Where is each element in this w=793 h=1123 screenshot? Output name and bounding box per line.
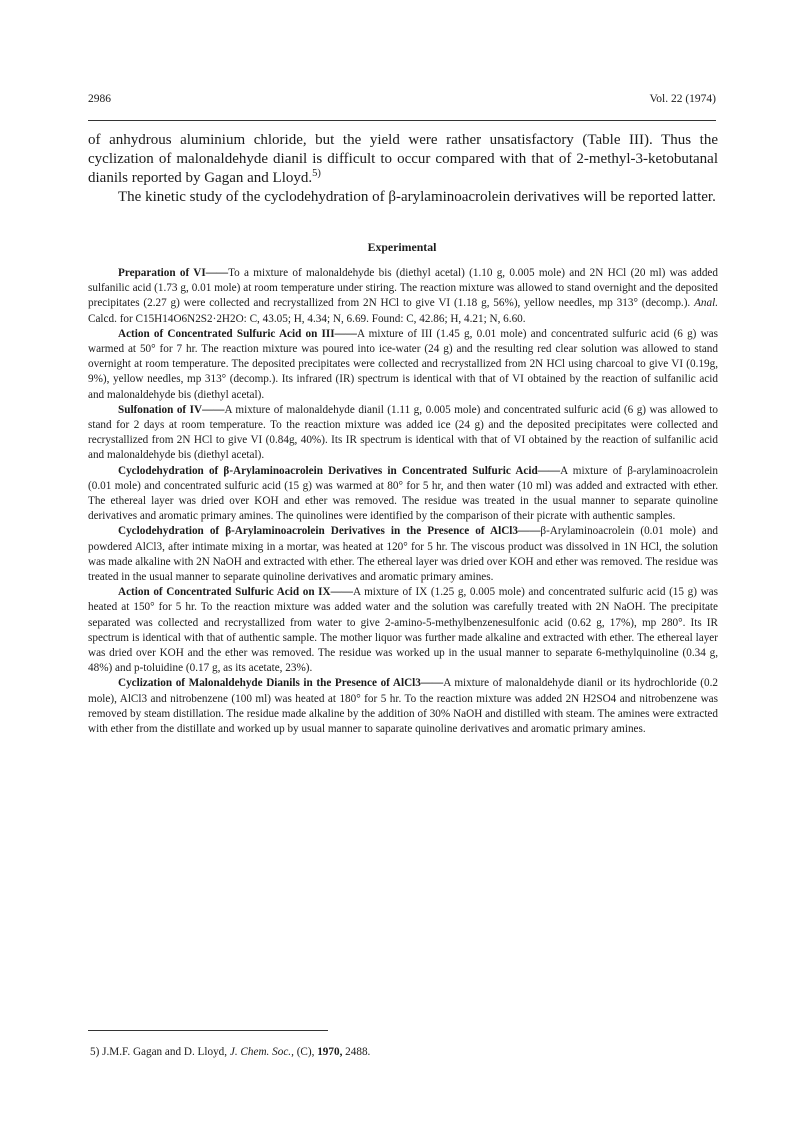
page-number: 2986 bbox=[88, 93, 111, 105]
paragraph-text: A mixture of malonaldehyde dianil or its hydrochloride (0.2 mole), AlCl3 and nitrobenzene (100 ml) was heated at 180° for 5 hr. To the reaction mixture was added 2N H2SO4 and nitrobenzene was removed by steam distillation. The residue made alkaline by the addition of 30% NaOH and distilled with steam. The amines were extracted with ether from the distillate and worked up by usual manner to saparate quinoline derivatives and aromatic primary amines. bbox=[88, 677, 718, 736]
intro-text bbox=[88, 131, 718, 207]
experimental-paragraph bbox=[88, 585, 718, 676]
section-title: Experimental bbox=[367, 240, 437, 254]
footnote-authors: J.M.F. Gagan and D. Lloyd, bbox=[102, 1046, 228, 1058]
paragraph-text: A mixture of IX (1.25 g, 0.005 mole) and concentrated sulfuric acid (15 g) was heated at 150° for 5 hr. To the reaction mixture was added water and the solution was carefully treated with 2N NaOH. The precipitate separated was collected and recrystallized from water to give 2-amino-5-methylbenzenesulfonic acid (0.62 g, 17%), mp 280°. Its IR spectrum is identical with that of authentic sample. The mother liquor was further made alkaline and extracted with ether. The ethereal layer was dried over KOH and the ether was removed. The residue was worked up in the usual manner to separate 6-methylquinoline (0.34 g, 48%) and p-toluidine (0.17 g, as its acetate, 23%). bbox=[88, 586, 718, 675]
paragraph-text: To a mixture of malonaldehyde bis (diethyl acetal) (1.10 g, 0.005 mole) and 2N HCl (20 ml) was added sulfanilic acid (1.73 g, 0.01 mole) at room temperature under stiring. The reaction mixture was allowed to stand overnight and the deposited precipitates (2.27 g) were collected and recrystallized from 2N HCl to give VI (1.18 g, 56%), yellow needles, mp 313° (decomp.). bbox=[88, 267, 718, 310]
experimental-paragraph bbox=[88, 676, 718, 737]
footnote-page: 2488. bbox=[345, 1046, 371, 1058]
paragraph-heading: Cyclization of Malonaldehyde Dianils in the Presence of AlCl3—— bbox=[118, 677, 444, 690]
experimental-paragraph bbox=[88, 266, 718, 327]
running-header bbox=[88, 93, 716, 109]
reference-marker: 5) bbox=[312, 168, 321, 179]
paragraph-heading: Preparation of VI—— bbox=[118, 267, 229, 279]
anal-label: Anal. bbox=[694, 297, 718, 310]
intro-paragraph-2: The kinetic study of the cyclodehydration of β-arylaminoacrolein derivatives will be reported latter. bbox=[118, 189, 716, 205]
footnote-number: 5) bbox=[90, 1046, 100, 1058]
experimental-paragraph bbox=[88, 524, 718, 585]
paragraph-text: A mixture of III (1.45 g, 0.01 mole) and concentrated sulfuric acid (6 g) was warmed at 50° for 7 hr. The reaction mixture was poured into ice-water (24 g) and the resulting red clear solution was allowed to stand overnight at room temperature. The deposited precipitates were collected and recrystallized from 2N HCl using charcoal to give VI (0.19g, 9%), yellow needles, mp 313° (decomp.). Its infrared (IR) spectrum is identical with that of VI obtained by the reaction of sulfanilic acid and malonaldehyde bis (diethyl acetal). bbox=[88, 327, 718, 401]
paragraph-text: β-Arylaminoacrolein (0.01 mole) and powdered AlCl3, after intimate mixing in a mortar, was heated at 120° for 5 hr. The viscous product was dissolved in 1N HCl, the solution was made alkaline with 2N NaOH and extracted with ether. The ethereal layer was dried over KOH and ether was removed. The residue was treated in the usual manner to separate quinoline derivatives and aromatic primary amines. bbox=[88, 525, 719, 584]
experimental-paragraph bbox=[88, 403, 718, 464]
footnote-section: (C), bbox=[296, 1046, 315, 1058]
paragraph-heading: Cyclodehydration of β-Arylaminoacrolein Derivatives in the Presence of AlCl3—— bbox=[118, 525, 541, 538]
intro-paragraph-1: of anhydrous aluminium chloride, but the yield were rather unsatisfactory (Table III). Thus the cyclization of malonaldehyde dianil is difficult to occur compared with that of 2-methyl-3-ketobutanal dianils reported by Gagan and Lloyd.$^{5)}$ bbox=[88, 132, 718, 186]
footnote-year: 1970, bbox=[317, 1046, 343, 1058]
footnote bbox=[90, 1046, 710, 1058]
header-rule bbox=[88, 120, 716, 121]
footnote-journal: J. Chem. Soc., bbox=[229, 1046, 294, 1058]
paragraph-heading: Sulfonation of IV—— bbox=[118, 403, 225, 416]
paragraph-heading: Cyclodehydration of β-Arylaminoacrolein Derivatives in Concentrated Sulfuric Acid—— bbox=[118, 464, 561, 477]
volume-label: Vol. 22 (1974) bbox=[649, 93, 716, 105]
paragraph-text: A mixture of malonaldehyde dianil (1.11 g, 0.005 mole) and concentrated sulfuric acid (6 g) was allowed to stand for 2 days at room temperature. To the reaction mixture was added ice (24 g) and the deposited precipitates were collected and recrystallized from 2N HCl to give VI (0.84g, 40%). Its IR spectrum is identical with that of VI obtained by the reaction of sulfanilic acid and malonaldehyde bis (diethyl acetal). bbox=[88, 403, 719, 462]
experimental-paragraph bbox=[88, 464, 718, 525]
experimental-body bbox=[88, 266, 718, 737]
anal-text: Calcd. for C15H14O6N2S2·2H2O: C, 43.05; H, 4.34; N, 6.69. Found: C, 42.86; H, 4.21; N, 6.60. bbox=[88, 312, 526, 325]
paragraph-heading: Action of Concentrated Sulfuric Acid on IX—— bbox=[118, 586, 353, 599]
paragraph-heading: Action of Concentrated Sulfuric Acid on III—— bbox=[118, 327, 357, 340]
paragraph-text: A mixture of β-arylaminoacrolein (0.01 mole) and concentrated sulfuric acid (15 g) was warmed at 80° for 5 hr, and then water (10 ml) was added and extracted with ether. The ethereal layer was dried over KOH and ether was removed. The residue was treated in the usual manner to separate quinoline derivatives and aromatic primary amines. The quinolines were identified by the comparison of their picrate with authentic samples. bbox=[88, 464, 718, 523]
experimental-paragraph bbox=[88, 327, 718, 403]
footnote-rule bbox=[88, 1030, 328, 1031]
